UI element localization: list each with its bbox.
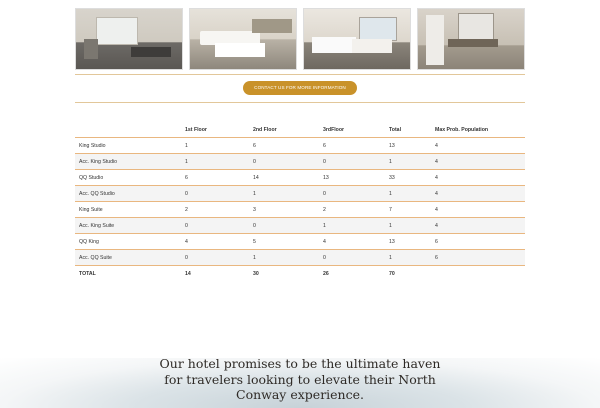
table-row	[75, 218, 525, 234]
table-total-row	[75, 266, 525, 282]
cell-1st-floor: 4	[181, 234, 249, 250]
cell-3rd-floor: 6	[319, 138, 385, 154]
cell-total: 7	[385, 202, 431, 218]
cell-1st-floor: 6	[181, 170, 249, 186]
column-header-3rd-floor: 3rdFloor	[323, 127, 345, 133]
cell-room-type: QQ King	[75, 234, 181, 250]
gallery-photo-living-room[interactable]	[75, 8, 183, 70]
cell-total: 70	[385, 266, 431, 282]
cell-max-population: 4	[431, 138, 525, 154]
cell-1st-floor: 1	[181, 154, 249, 170]
cell-room-type: Acc. King Studio	[75, 154, 181, 170]
cell-max-population: 6	[431, 234, 525, 250]
hero-section	[0, 300, 600, 400]
cell-3rd-floor: 0	[319, 250, 385, 266]
cell-3rd-floor: 13	[319, 170, 385, 186]
cell-max-population: 4	[431, 202, 525, 218]
cell-3rd-floor: 1	[319, 218, 385, 234]
cell-2nd-floor: 0	[249, 218, 319, 234]
cell-max-population: 4	[431, 186, 525, 202]
cell-room-type: Acc. King Suite	[75, 218, 181, 234]
cell-room-type: Acc. QQ Studio	[75, 186, 181, 202]
room-photo-gallery	[75, 8, 525, 68]
cell-total: 1	[385, 186, 431, 202]
cell-2nd-floor: 5	[249, 234, 319, 250]
cell-max-population: 4	[431, 170, 525, 186]
cell-3rd-floor: 4	[319, 234, 385, 250]
cell-1st-floor: 14	[181, 266, 249, 282]
cell-room-type: QQ Studio	[75, 170, 181, 186]
cell-3rd-floor: 0	[319, 186, 385, 202]
cell-total: 1	[385, 154, 431, 170]
cell-room-type: TOTAL	[75, 266, 181, 282]
cell-max-population: 4	[431, 154, 525, 170]
cell-2nd-floor: 1	[249, 250, 319, 266]
cell-3rd-floor: 26	[319, 266, 385, 282]
cell-room-type: Acc. QQ Suite	[75, 250, 181, 266]
table-row	[75, 186, 525, 202]
column-header-room-type	[75, 123, 181, 138]
cell-1st-floor: 0	[181, 218, 249, 234]
table-row	[75, 234, 525, 250]
cell-room-type: King Suite	[75, 202, 181, 218]
cell-1st-floor: 1	[181, 138, 249, 154]
table-header-row	[75, 123, 525, 138]
column-header-1st-floor: 1st Floor	[185, 127, 207, 133]
table-row	[75, 202, 525, 218]
cell-total: 1	[385, 250, 431, 266]
cell-3rd-floor: 2	[319, 202, 385, 218]
divider-top	[75, 74, 525, 75]
cell-total: 13	[385, 234, 431, 250]
column-header-max-population: Max Prob. Population	[435, 127, 489, 133]
cell-2nd-floor: 14	[249, 170, 319, 186]
cell-total: 33	[385, 170, 431, 186]
cell-1st-floor: 0	[181, 250, 249, 266]
cell-2nd-floor: 1	[249, 186, 319, 202]
divider-bottom	[75, 102, 525, 103]
cell-2nd-floor: 0	[249, 154, 319, 170]
cell-1st-floor: 2	[181, 202, 249, 218]
cell-2nd-floor: 30	[249, 266, 319, 282]
contact-us-button[interactable]: CONTACT US FOR MORE INFORMATION	[243, 81, 357, 95]
room-inventory-table	[75, 123, 525, 281]
cell-1st-floor: 0	[181, 186, 249, 202]
cell-3rd-floor: 0	[319, 154, 385, 170]
cell-2nd-floor: 3	[249, 202, 319, 218]
gallery-photo-bedroom[interactable]	[189, 8, 297, 70]
gallery-photo-bathroom[interactable]	[417, 8, 525, 70]
table-row	[75, 154, 525, 170]
column-header-total: Total	[389, 127, 402, 133]
table-row	[75, 138, 525, 154]
table-row	[75, 170, 525, 186]
cell-max-population: 6	[431, 250, 525, 266]
gallery-photo-queen-room[interactable]	[303, 8, 411, 70]
cell-max-population	[431, 266, 525, 282]
cell-total: 1	[385, 218, 431, 234]
cell-2nd-floor: 6	[249, 138, 319, 154]
cell-total: 13	[385, 138, 431, 154]
table-row	[75, 250, 525, 266]
column-header-2nd-floor: 2nd Floor	[253, 127, 277, 133]
cell-max-population: 4	[431, 218, 525, 234]
cell-room-type: King Studio	[75, 138, 181, 154]
hero-tagline: Our hotel promises to be the ultimate haven for travelers looking to elevate their North Conway experience.	[159, 356, 441, 402]
